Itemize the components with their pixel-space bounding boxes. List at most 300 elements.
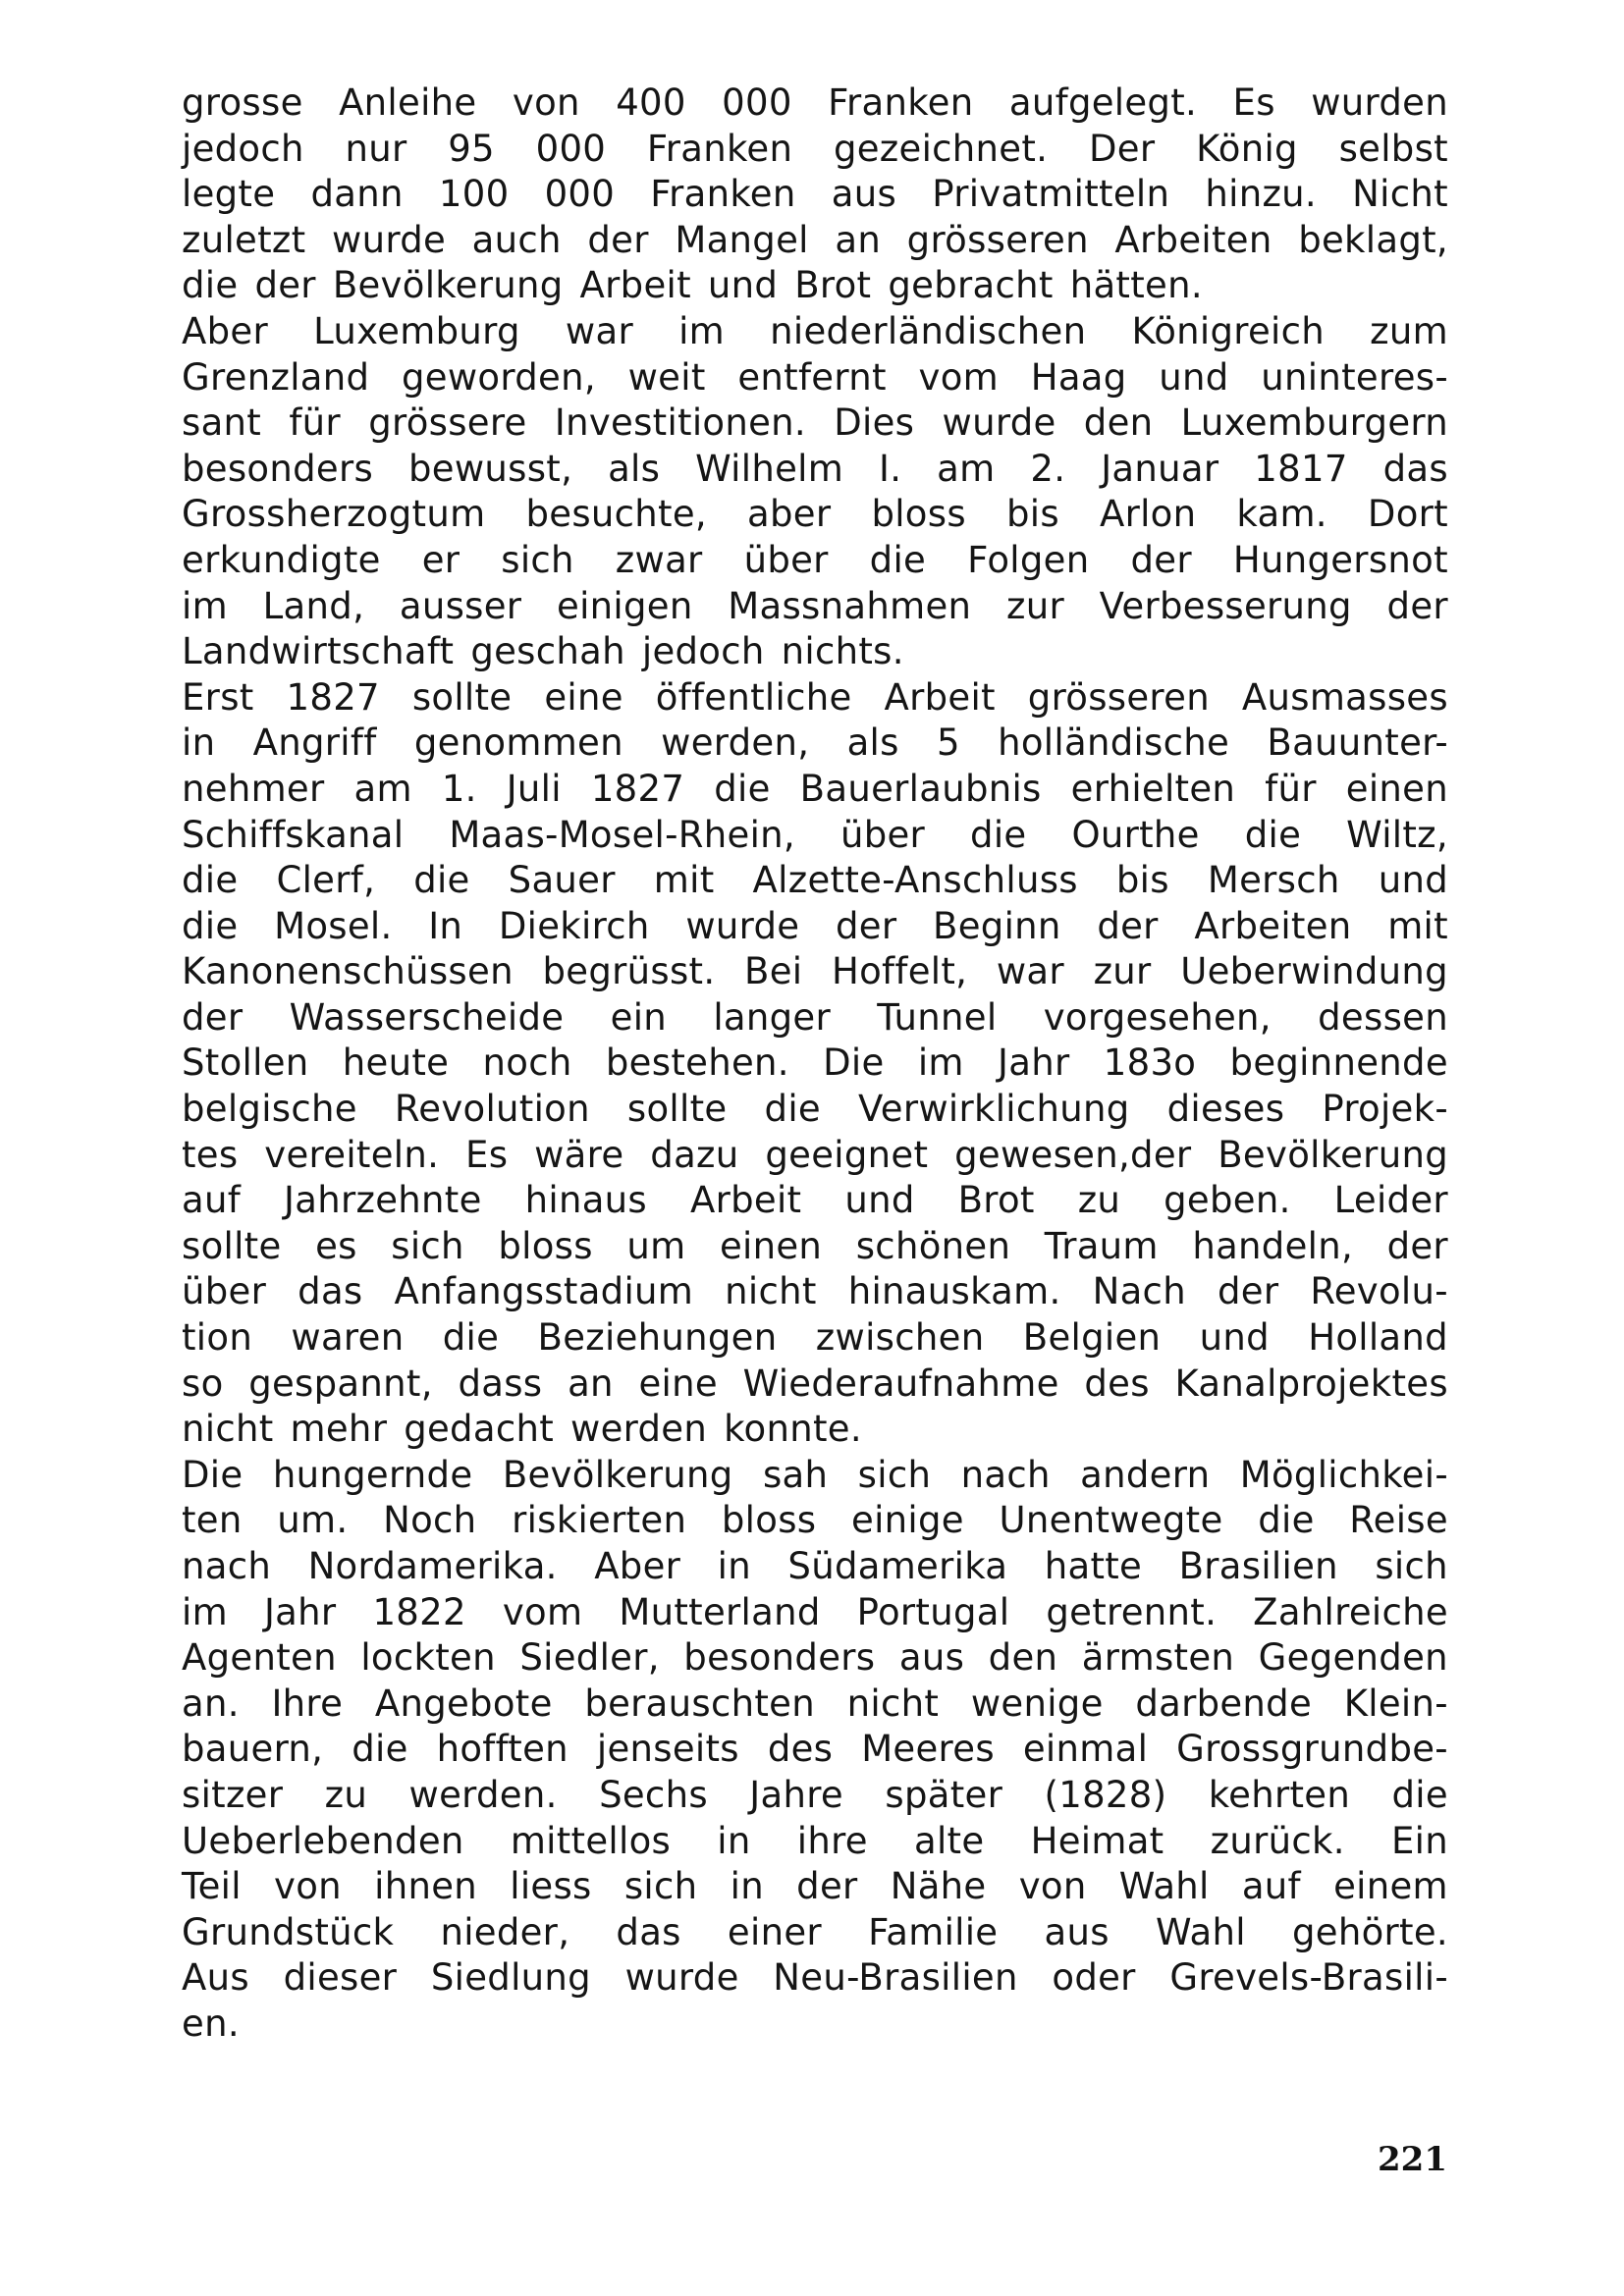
word: einige (851, 1499, 964, 1542)
word: Die (823, 1041, 885, 1085)
word: 1. (441, 767, 477, 810)
word: Wahl (1118, 1865, 1210, 1908)
word: die (442, 1316, 500, 1360)
word: nicht (846, 1682, 940, 1725)
word: beginnende (1229, 1041, 1448, 1085)
word: sitzer (182, 1773, 284, 1816)
word: von (512, 81, 580, 124)
word: Königreich (1131, 309, 1325, 352)
word: der (836, 904, 897, 947)
word: über (743, 538, 829, 581)
word: Nach (1092, 1270, 1186, 1313)
word: für (1265, 767, 1317, 810)
word: belgische (182, 1088, 357, 1131)
text-line (182, 218, 1448, 264)
word: zurück. (1210, 1819, 1345, 1862)
word: Arbeiten (1114, 218, 1272, 261)
word: mit (1387, 904, 1448, 947)
word: 000 (544, 173, 616, 216)
text-line (182, 675, 1448, 721)
text-line (182, 949, 1448, 995)
word: zu (324, 1773, 368, 1816)
word: Arlon (1099, 493, 1197, 536)
word: Wiederaufnahme (742, 1362, 1059, 1405)
word: der (1386, 1224, 1448, 1267)
word: beklagt, (1298, 218, 1448, 261)
word: ausser (399, 584, 522, 627)
word: und (707, 264, 779, 307)
word: Investitionen. (554, 401, 806, 445)
word: in (717, 1819, 751, 1862)
word: hätten. (1069, 264, 1203, 307)
word: eine (544, 675, 623, 719)
word: sollte (411, 675, 513, 719)
word: nur (345, 127, 407, 170)
word: Landwirtschaft (182, 630, 455, 673)
word: Wasserscheide (289, 995, 565, 1039)
word: jedoch (182, 127, 304, 170)
word: mit (653, 859, 715, 902)
word: besonders (683, 1636, 876, 1680)
word: Tunnel (877, 995, 998, 1039)
word: vom (502, 1590, 583, 1633)
word: Ihre (271, 1682, 344, 1725)
word: den (1083, 401, 1154, 445)
word: wurde (685, 904, 800, 947)
word: Ourthe (1071, 813, 1200, 856)
word: über (182, 1270, 267, 1313)
word: öffentliche (655, 675, 852, 719)
word: geben. (1164, 1179, 1291, 1222)
word: wurde (624, 1956, 739, 2000)
word: gespannt, (248, 1362, 433, 1405)
word: 95 (448, 127, 495, 170)
word: vereiteln. (264, 1133, 440, 1176)
word: Gegenden (1258, 1636, 1448, 1680)
word: und (1378, 859, 1448, 902)
text-line (182, 492, 1448, 538)
word: Anfangsstadium (394, 1270, 694, 1313)
word: um. (277, 1499, 349, 1542)
text-line (182, 309, 1448, 355)
word: Familie (868, 1910, 999, 1953)
body-text (182, 80, 1448, 2048)
word: Brot (794, 264, 872, 307)
page-number: 221 (1378, 2140, 1447, 2179)
word: Sauer (508, 859, 616, 902)
word: erhielten (1070, 767, 1236, 810)
word: langer (713, 995, 831, 1039)
text-line (182, 2002, 1448, 2048)
word: Grevels-Brasili- (1169, 1956, 1448, 2000)
word: sich (1375, 1545, 1448, 1587)
text-line (182, 858, 1448, 904)
word: und (1159, 355, 1229, 399)
word: Agenten (182, 1636, 337, 1680)
word: die (182, 264, 239, 307)
word: Jahr (263, 1590, 337, 1633)
word: Arbeit (884, 675, 996, 719)
word: Aber (594, 1545, 681, 1587)
word: Franken (650, 173, 796, 216)
word: Schiffskanal (182, 813, 405, 856)
word: Arbeit (689, 1179, 802, 1222)
word: en. (182, 2002, 240, 2045)
word: bewusst, (407, 447, 573, 490)
word: Heimat (1030, 1819, 1164, 1862)
word: bloss (871, 493, 966, 536)
word: für (289, 401, 341, 445)
word: Aus (182, 1956, 249, 2000)
word: Angriff (252, 721, 377, 765)
word: die (352, 1728, 408, 1771)
word: im (182, 1590, 228, 1633)
word: jedoch (641, 630, 765, 673)
word: Bauunter- (1267, 721, 1448, 765)
word: wäre (534, 1133, 624, 1176)
word: Brasilien (1178, 1545, 1338, 1587)
word: 000 (722, 81, 792, 124)
word: Die (182, 1453, 244, 1496)
word: Projek- (1322, 1088, 1448, 1131)
text-line (182, 172, 1448, 218)
word: begrüsst. (542, 950, 716, 993)
word: sich (623, 1865, 698, 1908)
word: Zahlreiche (1253, 1590, 1448, 1633)
word: wurden (1311, 81, 1448, 124)
word: Luxemburg (313, 309, 520, 352)
text-line (182, 1910, 1448, 1956)
word: nehmer (182, 767, 325, 810)
word: berauschten (584, 1682, 815, 1725)
word: 400 (616, 81, 686, 124)
text-line (182, 538, 1448, 584)
word: Revolution (394, 1088, 590, 1131)
word: legte (182, 173, 276, 216)
word: kam. (1236, 493, 1327, 536)
word: nicht (725, 1270, 817, 1313)
word: Grossgrundbe- (1176, 1728, 1448, 1771)
word: Dies (834, 401, 915, 445)
word: an (835, 218, 882, 261)
word: Mutterland (619, 1590, 821, 1633)
word: bloss (498, 1224, 593, 1267)
word: einen (719, 1224, 823, 1267)
word: holländische (998, 721, 1230, 765)
word: Bevölkerung (1218, 1133, 1448, 1176)
word: der (254, 264, 316, 307)
word: Beginn (933, 904, 1061, 947)
word: hatte (1044, 1545, 1143, 1587)
word: am (353, 767, 412, 810)
word: in (717, 1545, 751, 1587)
word: Bevölkerung (332, 264, 564, 307)
word: kehrten (1208, 1773, 1351, 1816)
word: von (274, 1865, 342, 1908)
word: mittellos (510, 1819, 672, 1862)
text-line (182, 80, 1448, 127)
word: schönen (855, 1224, 1011, 1267)
word: das (1382, 447, 1448, 490)
text-line (182, 1224, 1448, 1270)
word: Nicht (1352, 173, 1448, 216)
word: Januar (1101, 447, 1219, 490)
word: Beziehungen (537, 1316, 778, 1360)
word: ärmsten (1081, 1636, 1235, 1680)
text-line (182, 1453, 1448, 1499)
word: als (846, 721, 899, 765)
word: den (988, 1636, 1058, 1680)
text-line (182, 995, 1448, 1041)
word: Alzette-Anschluss (752, 859, 1078, 902)
word: Wahl (1156, 1910, 1246, 1953)
word: vom (918, 355, 999, 399)
word: einen (1345, 767, 1448, 810)
word: Stollen (182, 1041, 309, 1085)
word: gebracht (888, 264, 1054, 307)
word: Massnahmen (728, 584, 972, 627)
word: Grenzland (182, 355, 370, 399)
word: genommen (413, 721, 623, 765)
word: des (767, 1728, 834, 1771)
word: dessen (1318, 995, 1448, 1039)
text-line (182, 1362, 1448, 1408)
word: Siedler, (519, 1636, 660, 1680)
word: Franken (646, 127, 793, 170)
word: Bauerlaubnis (799, 767, 1042, 810)
word: es (315, 1224, 357, 1267)
text-line (182, 1178, 1448, 1224)
word: ein (610, 995, 668, 1039)
word: grosse (182, 81, 303, 124)
word: Leider (1333, 1179, 1448, 1222)
word: Ein (1390, 1819, 1448, 1862)
word: dazu (650, 1133, 739, 1176)
text-line (182, 1133, 1448, 1179)
word: jenseits (596, 1728, 739, 1771)
word: Unentwegte (999, 1499, 1223, 1542)
word: Franken (828, 81, 974, 124)
text-line (182, 1773, 1448, 1819)
word: Kanonenschüssen (182, 950, 514, 993)
word: sant (182, 401, 262, 445)
word: 1817 (1254, 447, 1348, 490)
word: In (428, 904, 463, 947)
word: darbende (1135, 1682, 1313, 1725)
word: Sechs (599, 1773, 708, 1816)
word: Juli (506, 767, 562, 810)
word: geeignet (765, 1133, 929, 1176)
word: der (1130, 538, 1192, 581)
word: sah (762, 1453, 829, 1496)
word: tes (182, 1133, 239, 1176)
word: dieses (1166, 1088, 1285, 1131)
word: nicht (182, 1408, 274, 1451)
word: des (1084, 1362, 1150, 1405)
word: niederländischen (770, 309, 1087, 352)
word: sollte (626, 1088, 728, 1131)
word: Südamerika (787, 1545, 1008, 1587)
text-line (182, 1682, 1448, 1728)
word: noch (482, 1041, 572, 1085)
word: besonders (182, 447, 374, 490)
word: selbst (1338, 127, 1448, 170)
word: Traum (1044, 1224, 1159, 1267)
word: Meeres (861, 1728, 995, 1771)
word: Privatmitteln (932, 173, 1170, 216)
word: sich (391, 1224, 464, 1267)
word: die (764, 1088, 821, 1131)
word: Dort (1367, 493, 1448, 536)
word: aus (1044, 1910, 1110, 1953)
word: die (714, 767, 771, 810)
word: werden (570, 1408, 708, 1451)
word: nichts. (781, 630, 904, 673)
word: tion (182, 1316, 253, 1360)
word: Anleihe (339, 81, 477, 124)
word: eine (638, 1362, 718, 1405)
word: Kanalprojektes (1174, 1362, 1448, 1405)
word: grösseren (906, 218, 1089, 261)
word: Verbesserung (1099, 584, 1352, 627)
word: ten (182, 1499, 243, 1542)
word: nach (182, 1545, 272, 1587)
word: auf (182, 1179, 242, 1222)
word: erkundigte (182, 538, 381, 581)
word: 1827 (286, 675, 380, 719)
word: auch (471, 218, 562, 261)
text-line (182, 1407, 1448, 1453)
text-line (182, 1041, 1448, 1087)
word: zur (1005, 584, 1064, 627)
word: getrennt. (1046, 1590, 1218, 1633)
word: besuchte, (525, 493, 707, 536)
word: Haag (1030, 355, 1127, 399)
word: die (1244, 813, 1302, 856)
word: bloss (721, 1499, 817, 1542)
text-line (182, 1635, 1448, 1682)
word: hungernde (272, 1453, 473, 1496)
word: ihnen (374, 1865, 478, 1908)
text-line (182, 447, 1448, 493)
word: Clerf, (276, 859, 376, 902)
word: am (937, 447, 996, 490)
word: ihre (796, 1819, 868, 1862)
word: an. (182, 1682, 240, 1725)
word: gezeichnet. (833, 127, 1049, 170)
word: zuletzt (182, 218, 306, 261)
text-line (182, 263, 1448, 309)
word: Diekirch (498, 904, 650, 947)
word: alte (914, 1819, 985, 1862)
word: der (1217, 1270, 1279, 1313)
word: Angebote (374, 1682, 553, 1725)
word: aus (831, 173, 897, 216)
word: einer (727, 1910, 822, 1953)
word: aus (898, 1636, 965, 1680)
word: geworden, (402, 355, 596, 399)
word: konnte. (724, 1408, 862, 1451)
word: Mersch (1207, 859, 1340, 902)
word: liess (510, 1865, 592, 1908)
word: dieser (283, 1956, 398, 2000)
word: Portugal (856, 1590, 1010, 1633)
word: in (730, 1865, 764, 1908)
word: zwar (615, 538, 703, 581)
word: Folgen (967, 538, 1090, 581)
word: die (413, 859, 470, 902)
word: König (1196, 127, 1298, 170)
text-line (182, 127, 1448, 173)
word: einem (1333, 1865, 1448, 1908)
word: 5 (937, 721, 960, 765)
word: das (298, 1270, 363, 1313)
word: einigen (557, 584, 693, 627)
word: sich (501, 538, 574, 581)
word: Neu-Brasilien (773, 1956, 1018, 2000)
word: Noch (383, 1499, 477, 1542)
word: Grossherzogtum (182, 493, 486, 536)
word: Ausmasses (1241, 675, 1448, 719)
word: nach (960, 1453, 1051, 1496)
word: Jahrzehnte (284, 1179, 482, 1222)
word: Bei (744, 950, 803, 993)
word: war (996, 950, 1064, 993)
word: Klein- (1343, 1682, 1448, 1725)
word: waren (291, 1316, 405, 1360)
word: Arbeit (579, 264, 691, 307)
word: I. (878, 447, 902, 490)
text-line (182, 1269, 1448, 1315)
text-line (182, 767, 1448, 813)
word: entfernt (737, 355, 887, 399)
text-line (182, 355, 1448, 401)
text-line (182, 1087, 1448, 1133)
word: Arbeiten (1194, 904, 1352, 947)
word: sich (857, 1453, 932, 1496)
word: Nähe (890, 1865, 987, 1908)
word: Teil (182, 1865, 242, 1908)
word: dann (310, 173, 404, 216)
word: und (844, 1179, 915, 1222)
word: Siedlung (430, 1956, 591, 2000)
word: weit (627, 355, 706, 399)
word: uninteres- (1261, 355, 1448, 399)
word: die (1391, 1773, 1448, 1816)
word: 183o (1103, 1041, 1197, 1085)
word: Luxemburgern (1180, 401, 1448, 445)
word: auf (1241, 1865, 1301, 1908)
text-line (182, 904, 1448, 950)
word: Wilhelm (695, 447, 844, 490)
word: Ueberwindung (1180, 950, 1448, 993)
word: aber (747, 493, 832, 536)
word: gedacht (404, 1408, 555, 1451)
text-line (182, 1727, 1448, 1773)
text-line (182, 1955, 1448, 2002)
word: bauern, (182, 1728, 324, 1771)
word: Erst (182, 675, 254, 719)
word: heute (342, 1041, 450, 1085)
word: zur (1093, 950, 1152, 993)
word: werden, (661, 721, 810, 765)
word: Jahre (749, 1773, 843, 1816)
text-line (182, 1864, 1448, 1910)
word: sollte (182, 1224, 282, 1267)
word: oder (1052, 1956, 1136, 2000)
word: der (182, 995, 244, 1039)
word: Verwirklichung (858, 1088, 1130, 1131)
